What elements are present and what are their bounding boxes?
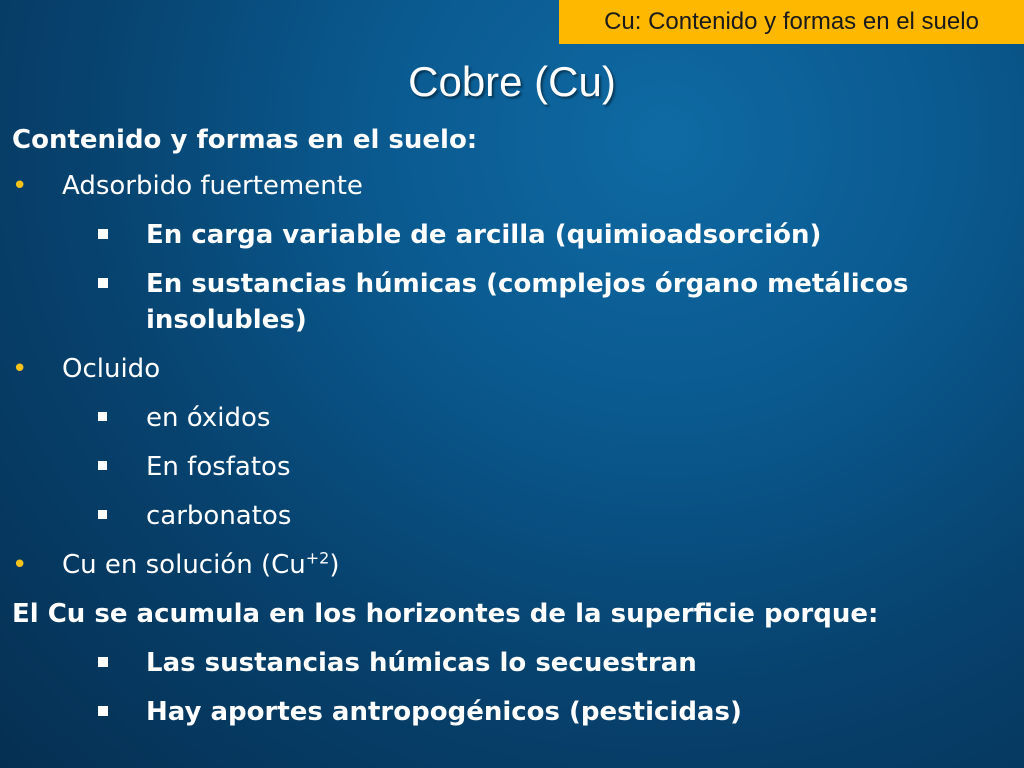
- sub-item-variable-charge: [12, 217, 1012, 253]
- sub-item-humic-substances: [12, 266, 1012, 338]
- square-bullet-icon: [98, 510, 107, 519]
- bullet-dot-icon: •: [12, 550, 28, 580]
- bullet-label: Adsorbido fuertemente: [62, 171, 363, 201]
- sub-item-anthropogenic: [12, 694, 1012, 730]
- bullet-dot-icon: •: [12, 171, 28, 201]
- bullet-label: Ocluido: [62, 354, 161, 384]
- bullet-dot-icon: •: [12, 354, 28, 384]
- square-bullet-icon: [98, 461, 107, 470]
- square-bullet-icon: [98, 706, 108, 716]
- section-tag: Cu: Contenido y formas en el suelo: [559, 0, 1024, 44]
- sub-item-carbonates: [12, 498, 1012, 534]
- bullet-item-adsorbed: [12, 168, 1012, 204]
- slide-content: [12, 122, 1012, 743]
- content-heading: Contenido y formas en el suelo:: [12, 125, 478, 155]
- sub-item-label: Las sustancias húmicas lo secuestran: [146, 648, 697, 678]
- sub-item-humic-sequester: [12, 645, 1012, 681]
- bullet-label-close: ): [329, 550, 340, 580]
- statement-line: El Cu se acumula en los horizontes de la superficie porque:: [12, 599, 879, 629]
- sub-item-label: Hay aportes antropogénicos (pesticidas): [146, 697, 742, 727]
- sub-item-phosphates: [12, 449, 1012, 485]
- bullet-label: Cu en solución (Cu: [62, 550, 306, 580]
- sub-item-oxides: [12, 400, 1012, 436]
- square-bullet-icon: [98, 412, 107, 421]
- square-bullet-icon: [98, 657, 108, 667]
- charge-superscript: +2: [305, 548, 330, 568]
- slide-title: Cobre (Cu): [408, 58, 616, 105]
- bullet-item-in-solution: [12, 547, 1012, 583]
- square-bullet-icon: [98, 229, 108, 239]
- sub-item-label: en óxidos: [146, 403, 271, 433]
- sub-item-label-line-2: insolubles): [146, 305, 307, 335]
- sub-item-label: En carga variable de arcilla (quimioadsorción): [146, 220, 822, 250]
- bullet-item-occluded: [12, 351, 1012, 387]
- sub-item-label-line-1: En sustancias húmicas (complejos órgano metálicos: [146, 269, 909, 299]
- square-bullet-icon: [98, 278, 108, 288]
- sub-item-label: En fosfatos: [146, 452, 291, 482]
- sub-item-label: carbonatos: [146, 501, 292, 531]
